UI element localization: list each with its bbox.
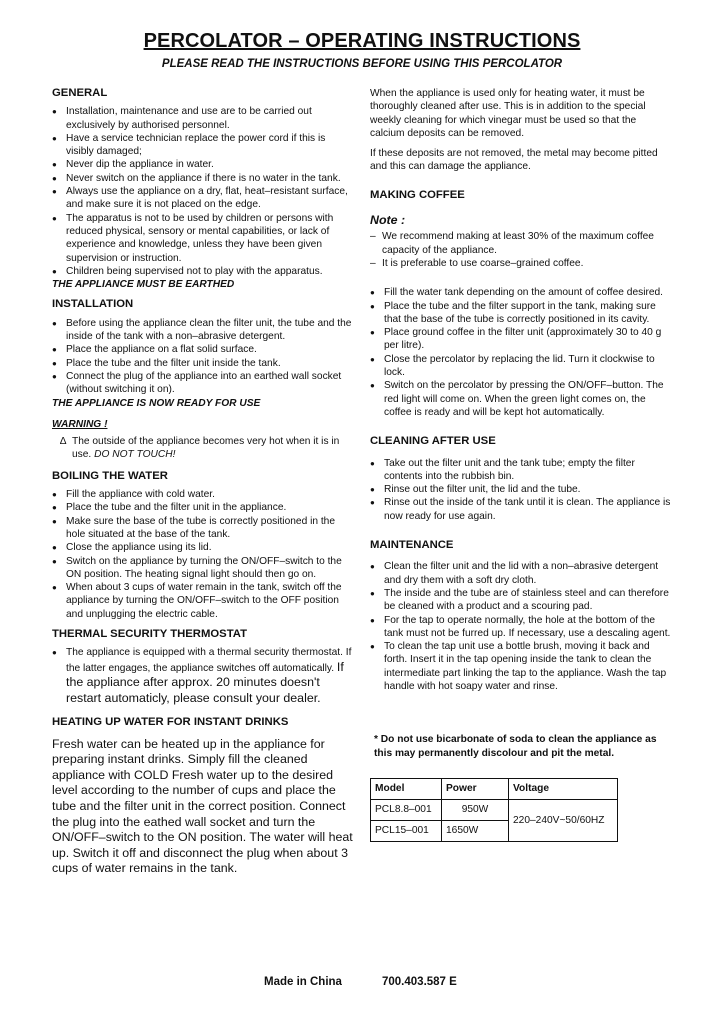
right-column [370,87,672,842]
making-coffee-item: ● Fill the water tank depending on the amount of coffee desired. [370,286,672,299]
general-list [52,105,354,278]
page-title: PERCOLATOR – OPERATING INSTRUCTIONS [143,30,581,52]
cleaning-item: ● Rinse out the filter unit, the lid and the tube. [370,483,672,496]
note-list [370,230,672,270]
boiling-list [52,488,354,621]
thermostat-item [52,646,354,706]
cleaning-heading: CLEANING AFTER USE [370,435,496,448]
installation-item: ● Place the tube and the filter unit inside the tank. [52,357,354,370]
note-title: Note : [370,213,406,228]
installation-list [52,317,354,397]
making-coffee-item: ● Place the tube and the filter support in the tank, making sure that the base of the tube is correctly positioned in its cavity. [370,300,672,327]
cleaning-list [370,457,672,523]
installation-item: ● Before using the appliance clean the filter unit, the tube and the inside of the tank with a non–abrasive detergent. [52,317,354,344]
general-item: ● Children being supervised not to play with the apparatus. [52,265,354,278]
section-making-coffee [370,189,672,419]
general-item: ● Installation, maintenance and use are to be carried out exclusively by authorised personnel. [52,105,354,132]
section-general [52,87,354,291]
spec-model-cell: PCL15–001 [371,820,442,841]
note-item: – We recommend making at least 30% of the maximum coffee capacity of the appliance. [370,230,672,257]
ready-notice: THE APPLIANCE IS NOW READY FOR USE [52,397,261,409]
thermostat-text-large: If the appliance after approx. 20 minutes doesn't restart automaticly, please consult your dealer. [66,659,344,705]
cleaning-item: ● Take out the filter unit and the tank tube; empty the filter contents into the rubbish bin. [370,457,672,484]
boiling-item: ● When about 3 cups of water remain in the tank, switch off the appliance by turning the ON/OFF–switch to the OFF position and unplugging the electric cable. [52,581,354,621]
making-coffee-heading: MAKING COFFEE [370,188,465,201]
installation-heading: INSTALLATION [52,298,134,311]
general-item: ● Have a service technician replace the power cord if this is visibly damaged; [52,132,354,159]
table-row [371,799,618,820]
earthed-notice: THE APPLIANCE MUST BE EARTHED [52,279,235,291]
boiling-heading: BOILING THE WATER [52,469,168,482]
bicarbonate-footnote: * Do not use bicarbonate of soda to clean the appliance as this may permanently discolour and pit the metal. [374,734,657,759]
warning-title: WARNING ! [52,418,108,430]
section-thermostat [52,628,354,706]
making-coffee-list [370,286,672,419]
general-item: ● The apparatus is not to be used by children or persons with reduced physical, sensory or mental capabilities, or lack of experience and knowledge, unless they have been given supervision or instruction. [52,212,354,265]
cleaning-item: ● Rinse out the inside of the tank until it is clean. The appliance is now ready for use again. [370,496,672,523]
warning-item [52,435,354,462]
boiling-item: ● Fill the appliance with cold water. [52,488,354,501]
maintenance-item: ● For the tap to operate normally, the hole at the bottom of the tank must not be furred up. If necessary, use a descaling agent. [370,614,672,641]
section-cleaning [370,435,672,523]
general-item: ● Never dip the appliance in water. [52,158,354,171]
spec-header-power: Power [442,778,509,799]
installation-item: ● Connect the plug of the appliance into an earthed wall socket (without switching it on). [52,370,354,397]
spec-power-cell: 950W [442,799,509,820]
spec-header-voltage: Voltage [509,778,618,799]
section-maintenance [370,539,672,693]
boiling-item: ● Close the appliance using its lid. [52,541,354,554]
making-coffee-item: ● Close the percolator by replacing the lid. Turn it clockwise to lock. [370,353,672,380]
left-column [52,87,354,877]
thermostat-text-small: The appliance is equipped with a thermal security thermostat. If the latter engages, the appliance switches off automatically. [66,647,352,674]
warning-emphasis: DO NOT TOUCH! [94,449,176,461]
heating-cleaning-paragraph: When the appliance is used only for heating water, it must be thoroughly cleaned after use. This is in addition to the special weekly cleaning for which vinegar must be used so that the calcium deposits can be removed. [370,88,646,139]
spec-header-row [371,778,618,799]
deposits-paragraph: If these deposits are not removed, the metal may become pitted and this can damage the appliance. [370,148,658,173]
boiling-item: ● Switch on the appliance by turning the ON/OFF–switch to the ON position. The heating signal light should then go on. [52,555,354,582]
heating-text: Fresh water can be heated up in the appliance for preparing instant drinks. Simply fill the cleaned appliance with COLD Fresh water up to the desired level according to the number of cups and place the tube and the filter unit in the correct position. Connect the plug into the eathed wall socket and turn the ON/OFF–switch to the ON position. The water will heat up. Switch it off and disconnect the plug when about 3 cups of water remains in the tank. [52,736,353,876]
general-item: ● Always use the appliance on a dry, flat, heat–resistant surface, and make sure it is not placed on the edge. [52,185,354,212]
page-subtitle: PLEASE READ THE INSTRUCTIONS BEFORE USING THIS PERCOLATOR [161,58,563,70]
section-installation [52,298,354,461]
maintenance-item: ● To clean the tap unit use a bottle brush, moving it back and forth. Insert it in the tap opening inside the tank to clean the intermediate part linking the tap to the appliance. Wash the tap handle with hot soapy water and rinse. [370,640,672,693]
maintenance-heading: MAINTENANCE [370,539,454,552]
made-in-label: Made in China [264,976,342,988]
spec-voltage-cell: 220–240V~50/60HZ [509,799,618,841]
general-item: ● Never switch on the appliance if there is no water in the tank. [52,172,354,185]
boiling-item: ● Place the tube and the filter unit in the appliance. [52,501,354,514]
warning-triangle-icon: ∆ [60,436,67,448]
boiling-item: ● Make sure the base of the tube is correctly positioned in the hole situated at the base of the tank. [52,515,354,542]
thermostat-list [52,646,354,706]
product-code: 700.403.587 E [382,976,457,988]
thermostat-heading: THERMAL SECURITY THERMOSTAT [52,627,247,640]
general-heading: GENERAL [52,87,108,99]
warning-text: The outside of the appliance becomes very hot when it is in use. [72,436,340,461]
installation-item: ● Place the appliance on a flat solid surface. [52,343,354,356]
maintenance-item: ● The inside and the tube are of stainless steel and can therefore be cleaned with a product and a scouring pad. [370,587,672,614]
heating-heading: HEATING UP WATER FOR INSTANT DRINKS [52,716,289,729]
maintenance-item: ● Clean the filter unit and the lid with a non–abrasive detergent and dry them with a soft dry cloth. [370,560,672,587]
making-coffee-item: ● Switch on the percolator by pressing the ON/OFF–button. The red light will come on. When the green light comes on, the coffee is ready and will be kept hot automatically. [370,379,672,419]
section-heating [52,716,354,877]
spec-header-model: Model [371,778,442,799]
making-coffee-item: ● Place ground coffee in the filter unit (approximately 30 to 40 g per litre). [370,326,672,353]
section-boiling [52,470,354,621]
note-item: – It is preferable to use coarse–grained coffee. [370,257,672,270]
maintenance-list [370,560,672,693]
spec-power-cell: 1650W [442,820,509,841]
spec-model-cell: PCL8.8–001 [371,799,442,820]
spec-table [370,778,618,842]
